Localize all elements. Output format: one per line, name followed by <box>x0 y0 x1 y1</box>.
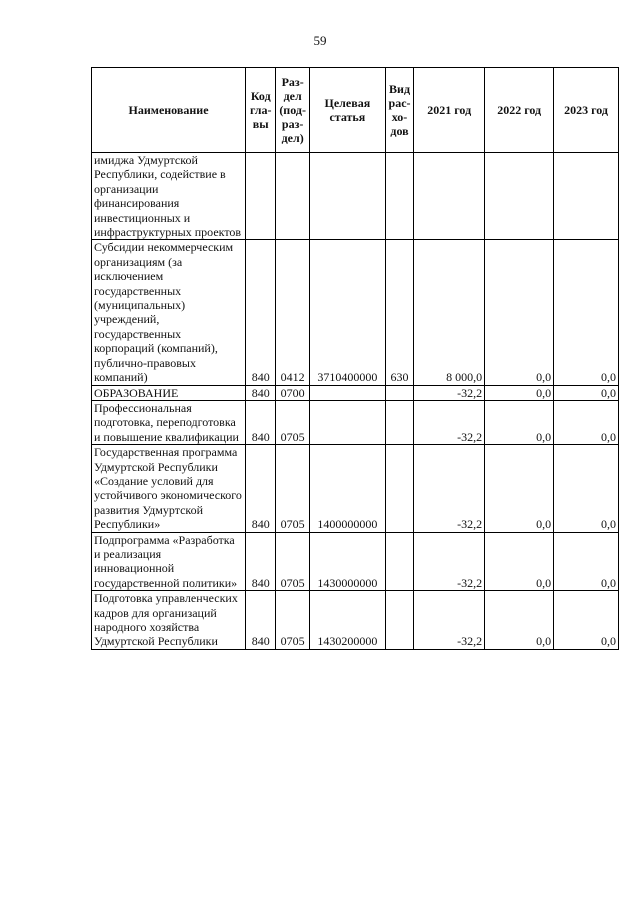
row-2021 <box>414 153 485 240</box>
row-target: 3710400000 <box>309 240 385 385</box>
row-2021: -32,2 <box>414 385 485 400</box>
row-name: Профессиональная подготовка, переподготовка и повышение квалификации <box>92 400 246 444</box>
row-name: Государственная программа Удмуртской Республики «Создание условий для устойчивого экономического развития Удмуртской Республики» <box>92 445 246 532</box>
table-header-row <box>92 68 619 153</box>
row-name: Подпрограмма «Разработка и реализация инновационной государственной политики» <box>92 532 246 591</box>
header-kind: Вид рас-хо-дов <box>385 68 413 153</box>
row-target <box>309 385 385 400</box>
table-row <box>92 445 619 532</box>
header-code: Код гла-вы <box>246 68 276 153</box>
row-target <box>309 153 385 240</box>
row-code: 840 <box>246 385 276 400</box>
page-number: 59 <box>313 33 327 48</box>
row-code <box>246 153 276 240</box>
row-section: 0705 <box>276 532 309 591</box>
table-row <box>92 240 619 385</box>
row-kind <box>385 532 413 591</box>
row-2022: 0,0 <box>485 532 554 591</box>
row-2021: -32,2 <box>414 400 485 444</box>
header-name: Наименование <box>92 68 246 153</box>
row-code: 840 <box>246 240 276 385</box>
row-kind <box>385 153 413 240</box>
row-name: Субсидии некоммерческим организациям (за исключением государственных (муниципальных) учреждений, государственных корпораций (компаний), публично-правовых компаний) <box>92 240 246 385</box>
row-kind <box>385 385 413 400</box>
row-2021: 8 000,0 <box>414 240 485 385</box>
row-2023: 0,0 <box>554 532 619 591</box>
row-target <box>309 400 385 444</box>
row-section: 0705 <box>276 445 309 532</box>
row-2022: 0,0 <box>485 591 554 650</box>
row-2021: -32,2 <box>414 591 485 650</box>
row-2023: 0,0 <box>554 240 619 385</box>
table-row <box>92 385 619 400</box>
row-2022: 0,0 <box>485 385 554 400</box>
row-kind: 630 <box>385 240 413 385</box>
table-row <box>92 153 619 240</box>
header-2021: 2021 год <box>414 68 485 153</box>
table-row <box>92 532 619 591</box>
row-2023 <box>554 153 619 240</box>
header-2022: 2022 год <box>485 68 554 153</box>
row-section: 0705 <box>276 400 309 444</box>
row-section: 0705 <box>276 591 309 650</box>
row-2023: 0,0 <box>554 445 619 532</box>
table-row <box>92 400 619 444</box>
row-name: имиджа Удмуртской Республики, содействие в организации финансирования инвестиционных и инфраструктурных проектов <box>92 153 246 240</box>
row-kind <box>385 400 413 444</box>
row-2023: 0,0 <box>554 400 619 444</box>
row-2021: -32,2 <box>414 445 485 532</box>
row-name: Подготовка управленческих кадров для организаций народного хозяйства Удмуртской Республики <box>92 591 246 650</box>
header-2023: 2023 год <box>554 68 619 153</box>
row-section: 0412 <box>276 240 309 385</box>
row-code: 840 <box>246 532 276 591</box>
budget-table <box>91 67 619 650</box>
row-2022: 0,0 <box>485 240 554 385</box>
row-2023: 0,0 <box>554 385 619 400</box>
row-target: 1430200000 <box>309 591 385 650</box>
table-row <box>92 591 619 650</box>
row-2022: 0,0 <box>485 400 554 444</box>
row-name: ОБРАЗОВАНИЕ <box>92 385 246 400</box>
row-code: 840 <box>246 400 276 444</box>
row-2023: 0,0 <box>554 591 619 650</box>
row-2021: -32,2 <box>414 532 485 591</box>
row-target: 1430000000 <box>309 532 385 591</box>
row-target: 1400000000 <box>309 445 385 532</box>
row-code: 840 <box>246 445 276 532</box>
row-2022 <box>485 153 554 240</box>
row-section: 0700 <box>276 385 309 400</box>
row-kind <box>385 591 413 650</box>
header-section: Раз-дел (под-раз-дел) <box>276 68 309 153</box>
row-section <box>276 153 309 240</box>
row-code: 840 <box>246 591 276 650</box>
row-2022: 0,0 <box>485 445 554 532</box>
header-target: Целевая статья <box>309 68 385 153</box>
row-kind <box>385 445 413 532</box>
